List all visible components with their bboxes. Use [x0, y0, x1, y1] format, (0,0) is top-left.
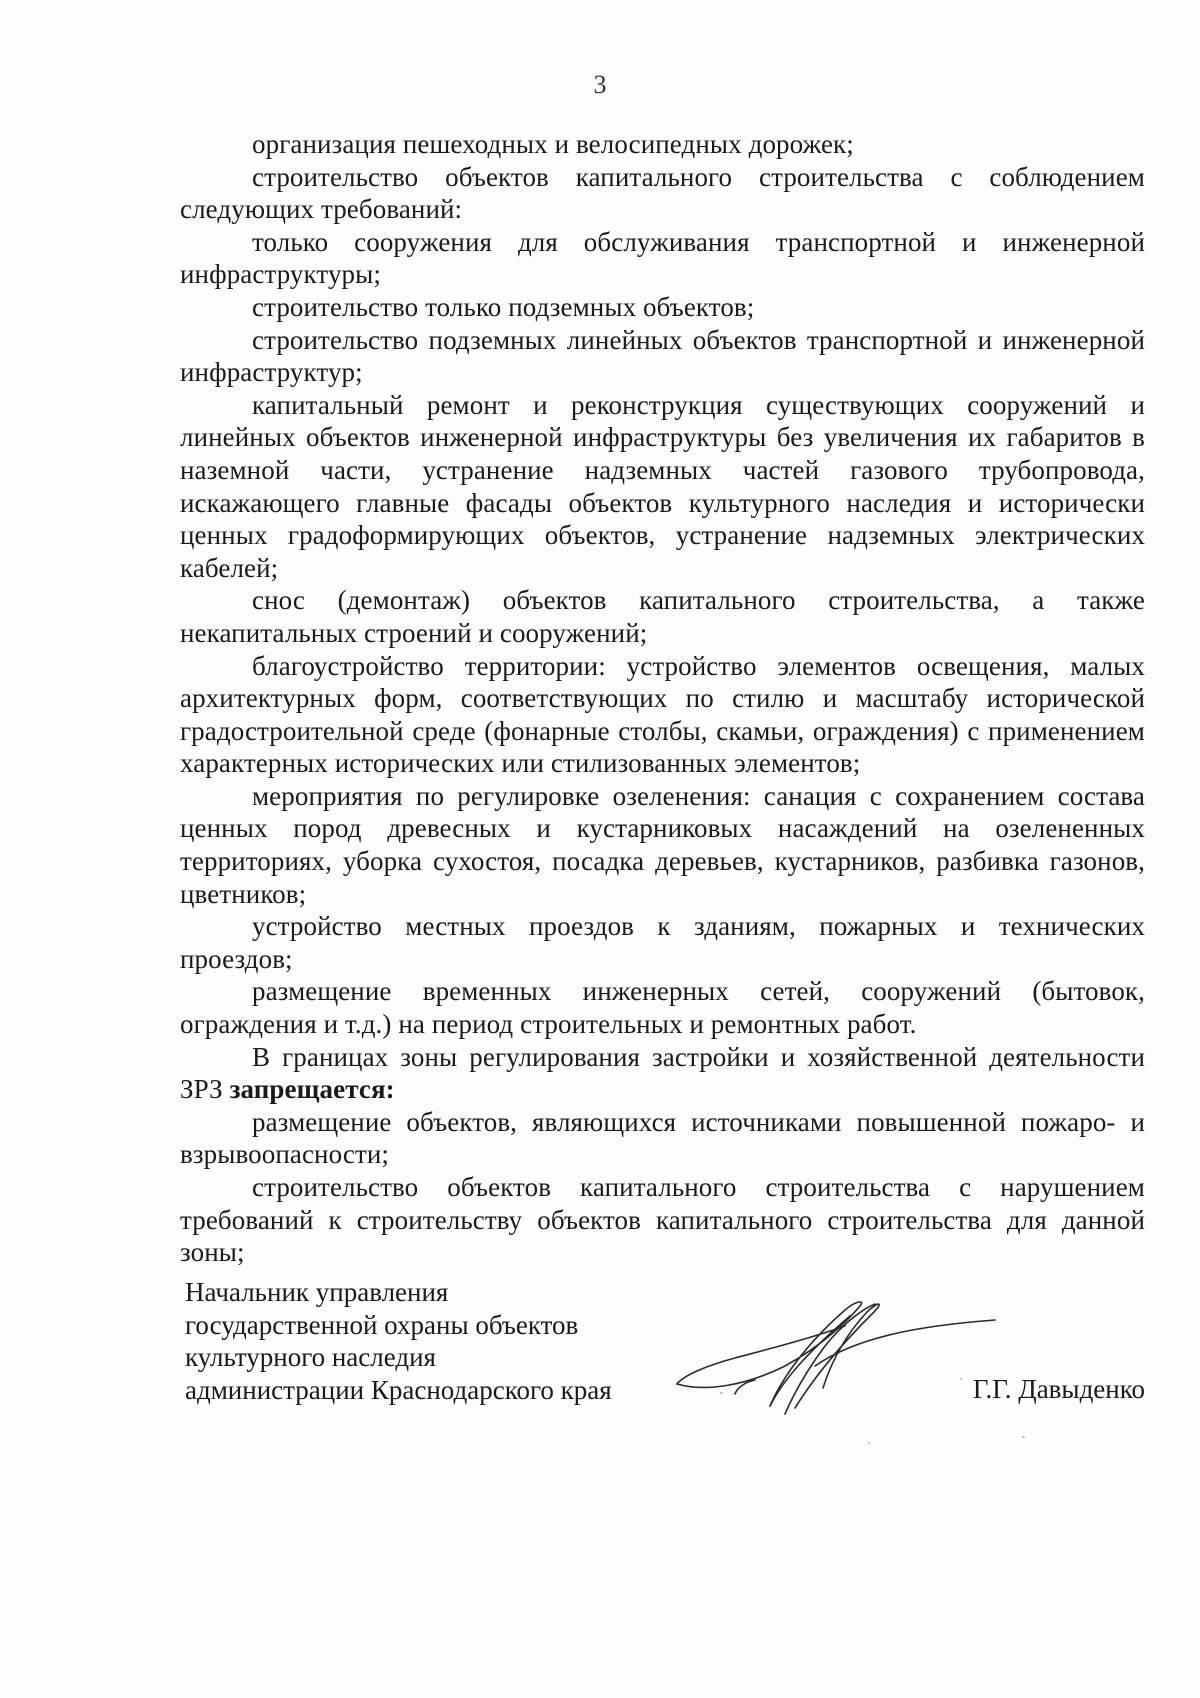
prohibited-emphasis: запрещается:	[229, 1074, 395, 1105]
prohibited-item: строительство объектов капитального строительства с нарушением требований к строительству объектов капитального строительства для данной зоны;	[180, 1172, 1145, 1268]
signature-block	[185, 1276, 1145, 1426]
paragraph: снос (демонтаж) объектов капитального строительства, а также некапитальных строений и сооружений;	[180, 585, 1145, 648]
handwritten-signature	[675, 1296, 1005, 1421]
paragraph: капитальный ремонт и реконструкция существующих сооружений и линейных объектов инженерной инфраструктуры без увеличения их габаритов в наземной части, устранение надземных частей газового трубопровода, искажающего главные фасады объектов культурного наследия и исторически ценных градоформирующих объектов, устранение надземных электрических кабелей;	[180, 389, 1145, 583]
prohibited-item: размещение объектов, являющихся источниками повышенной пожаро- и взрывоопасности;	[180, 1106, 1145, 1170]
signatory-title-line: Начальник управления	[185, 1277, 449, 1307]
scan-speck	[868, 1442, 870, 1444]
document-body	[180, 128, 1145, 1269]
paragraph: строительство только подземных объектов;	[252, 291, 755, 322]
paragraph: строительство подземных линейных объектов транспортной и инженерной инфраструктур;	[180, 324, 1145, 388]
paragraph: строительство объектов капитального строительства с соблюдением следующих требований:	[180, 161, 1145, 225]
page-number: 3	[593, 70, 607, 99]
paragraph: организация пешеходных и велосипедных дорожек;	[252, 129, 854, 159]
paragraph: устройство местных проездов к зданиям, пожарных и технических проездов;	[180, 911, 1145, 974]
signatory-title-line: культурного наследия	[185, 1342, 436, 1373]
signatory-title-line: администрации Краснодарского края	[185, 1374, 612, 1405]
paragraph: размещение временных инженерных сетей, сооружений (бытовок, ограждения и т.д.) на период строительных и ремонтных работ.	[180, 976, 1145, 1040]
signatory-name: Г.Г. Давыденко	[972, 1374, 1145, 1404]
signatory-title	[185, 1276, 612, 1406]
signatory-title-line: государственной охраны объектов	[185, 1309, 579, 1340]
scan-speck	[720, 1392, 723, 1394]
zone-restriction-paragraph	[180, 1041, 1145, 1106]
paragraph: благоустройство территории: устройство элементов освещения, малых архитектурных форм, соответствующих по стилю и масштабу исторической градостроительной среде (фонарные столбы, скамьи, ограждения) с применением характерных исторических или стилизованных элементов;	[180, 650, 1145, 779]
scan-speck	[960, 1378, 962, 1380]
paragraph: только сооружения для обслуживания транспортной и инженерной инфраструктуры;	[180, 226, 1145, 290]
zone-restriction-lead: В границах зоны регулирования застройки и хозяйственной деятельности ЗРЗ	[180, 1041, 1145, 1105]
scan-speck	[1022, 1436, 1025, 1438]
paragraph: мероприятия по регулировке озеленения: санация с сохранением состава ценных пород древесных и кустарниковых насаждений на озелененных территориях, уборка сухостоя, посадка деревьев, кустарников, разбивка газонов, цветников;	[180, 780, 1145, 909]
